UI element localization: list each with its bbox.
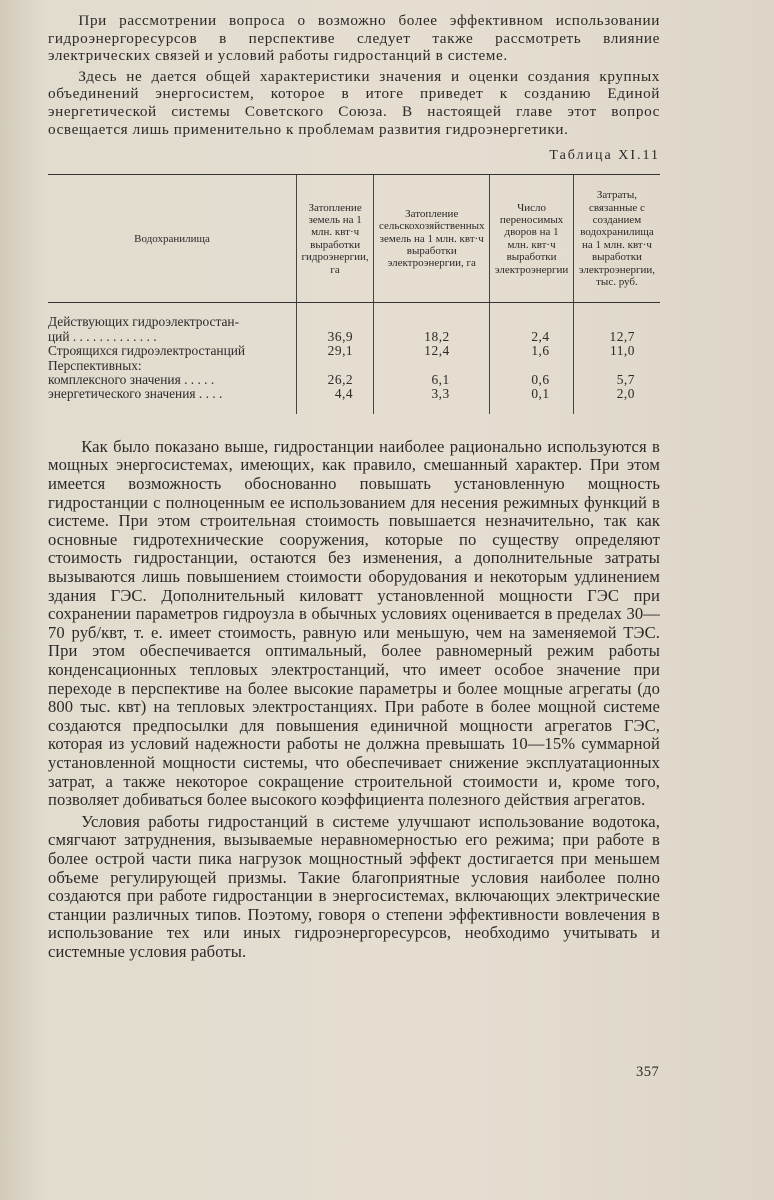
paragraph-body-2: Условия работы гидростанций в системе улучшают использование водотока, смягчают затруднения, вызываемые неравномерностью его режима; при работе в более острой части пика нагрузок мощностный эффект достигается при меньшем объеме регулирующей призмы. Такие благоприятные условия наиболее полно создаются при работе гидростанции в энергосистемах, включающих электрические станции различных типов. Поэтому, говоря о степени эффективности вовлечения в использование тех или иных гидроэнергоресурсов, необходимо учитывать и системные условия работы. <box>48 811 660 961</box>
table-caption: Таблица XI.11 <box>549 148 660 164</box>
table-header-row <box>48 175 660 303</box>
column-header-costs: Затраты, связанные с созданием водохранилища на 1 млн. квт·ч выработки электроэнергии, тыс. руб. <box>573 175 660 303</box>
paragraph-intro-2: Здесь не дается общей характеристики значения и оценки создания крупных объединений энергосистем, которое в итоге приведет к созданию Единой энергетической системы Советского Союза. В настоящей главе этот вопрос освещается лишь применительно к проблемам развития гидроэнергетики. <box>48 67 660 138</box>
table-row <box>48 330 660 344</box>
page-content <box>48 12 660 961</box>
table-row <box>48 344 660 358</box>
paragraph-intro-1: При рассмотрении вопроса о возможно более эффективном использовании гидроэнергоресурсов в перспективе следует также рассмотреть влияние электрических связей и условий работы гидростанций в системе. <box>48 12 660 65</box>
table-cell: 5,7 <box>616 372 635 388</box>
column-header-households-moved: Число переносимых дворов на 1 млн. квт·ч выработки электроэнергии <box>490 175 574 303</box>
table-cell: 12,7 <box>609 328 635 344</box>
table-cell: 29,1 <box>327 343 354 359</box>
column-header-reservoirs: Водохранилища <box>48 175 297 303</box>
table-row <box>48 373 660 387</box>
row-label: комплексного значения . . . . . <box>48 372 215 388</box>
table-cell: 18,2 <box>424 328 450 344</box>
page-number: 357 <box>636 1064 660 1080</box>
column-header-farmland-flooding: Затопление сельскохозяйственных земель на 1 млн. квт·ч выработки электроэнергии, га <box>374 175 490 303</box>
table-cell: 26,2 <box>327 372 354 388</box>
row-label: ций . . . . . . . . . . . . . <box>48 328 157 344</box>
gap <box>48 414 660 438</box>
table-cell: 2,4 <box>531 328 550 344</box>
row-label: Действующих гидроэлектростан- <box>48 314 240 330</box>
table-cell: 12,4 <box>424 343 450 359</box>
table-cell: 6,1 <box>431 372 450 388</box>
reservoir-table <box>48 174 660 414</box>
table-row <box>48 387 660 401</box>
table-cell: 1,6 <box>531 343 550 359</box>
table-cell: 3,3 <box>431 386 450 402</box>
row-label: Строящихся гидроэлектростанций <box>48 343 246 359</box>
table-cell: 0,6 <box>531 372 550 388</box>
paragraph-body-1: Как было показано выше, гидростанции наиболее рационально используются в мощных энергосистемах, имеющих, как правило, смешанный характер. При этом имеется возможность обоснованно повышать установленную мощность гидростанции с полноценным ее использованием для несения режимных функций в системе. При этом строительная стоимость повышается незначительно, так как основные гидротехнические сооружения, которые по существу определяют стоимость гидростанции, остаются без изменения, а дополнительные затраты вызываются лишь повышением стоимости оборудования и некоторым удлинением здания ГЭС. Дополнительный киловатт установленной мощности ГЭС при сохранении параметров гидроузла в обычных условиях оценивается в пределах 30—70 руб/квт, т. е. имеет стоимость, равную или меньшую, чем на заменяемой ТЭС. При этом обеспечивается оптимальный, более равномерный режим работы конденсационных тепловых электростанций, что имеет особое значение при переходе в перспективе на более высокие параметры и более мощные агрегаты (до 800 тыс. квт) на тепловых электростанциях. При работе в более мощной системе создаются предпосылки для повышения единичной мощности агрегатов ГЭС, которая из условий надежности работы не должна превышать 10—15% суммарной установленной мощности системы, что обеспечивает снижение эксплуатационных затрат, а также некоторое сокращение строительной стоимости и, кроме того, позволяет добиваться более высокого коэффициента полезного действия агрегатов. <box>48 436 660 810</box>
row-label: энергетического значения . . . . <box>48 386 223 402</box>
table-cell: 0,1 <box>531 386 550 402</box>
table-cell: 2,0 <box>616 386 635 402</box>
table-cell: 11,0 <box>610 343 635 359</box>
table-cell: 36,9 <box>327 328 354 344</box>
column-header-land-flooding: Затопление земель на 1 млн. квт·ч выработки гидроэнергии, га <box>297 175 374 303</box>
table-spacer <box>48 402 660 414</box>
row-label: Перспективных: <box>48 357 142 373</box>
table-row <box>48 315 660 329</box>
table-cell: 4,4 <box>334 386 354 402</box>
table-row <box>48 359 660 373</box>
